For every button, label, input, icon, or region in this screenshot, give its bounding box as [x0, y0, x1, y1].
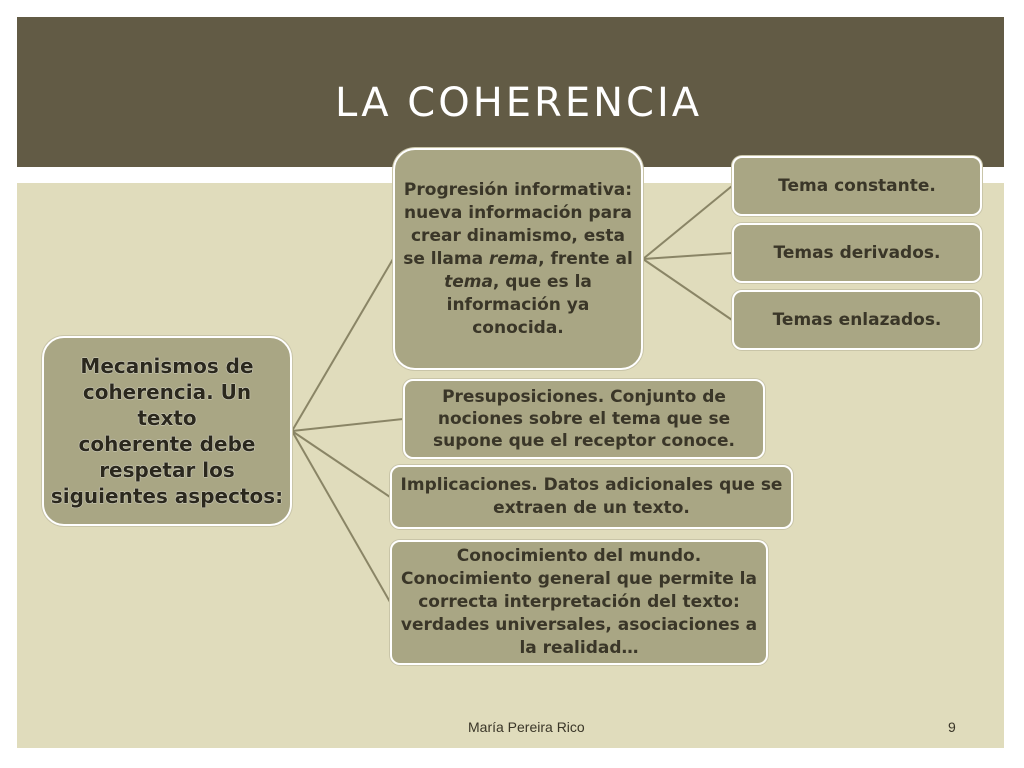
progresion-line-6: información ya [446, 294, 590, 315]
connector-root-conocimiento [292, 431, 390, 602]
term-tema: tema [444, 271, 493, 292]
progresion-line-5-b: , que es la [492, 271, 592, 292]
progresion-line-3: crear dinamismo, esta [410, 225, 625, 246]
node-tema-constante [732, 156, 982, 216]
connector-progresion-tema-constante [643, 186, 732, 259]
connector-root-implicaciones [292, 431, 390, 497]
connector-root-progresion [292, 259, 393, 431]
slide-title: LA COHERENCIA [335, 80, 703, 126]
root-line-5: siguientes aspectos: [50, 484, 284, 508]
progresion-line-1: Progresión informativa: [403, 179, 633, 200]
progresion-line-5 [403, 271, 633, 294]
implicaciones-line-2: extraen de un texto. [493, 498, 690, 518]
root-line-4: respetar los [99, 458, 235, 482]
presuposiciones-line-3: supone que el receptor conoce. [432, 431, 735, 451]
node-temas-derivados [732, 223, 982, 283]
connector-root-presuposiciones [292, 419, 403, 431]
connector-progresion-temas-enlazados [643, 259, 732, 320]
tema-constante-label: Tema constante. [778, 175, 936, 196]
presuposiciones-line-2: nociones sobre el tema que se [437, 409, 731, 429]
progresion-line-4-a: se llama [403, 248, 489, 269]
conocimiento-line-2: Conocimiento general que permite la [401, 569, 757, 589]
root-node-mecanismos [42, 336, 292, 526]
node-presuposiciones [403, 379, 765, 459]
term-rema: rema [489, 248, 539, 269]
footer-author: María Pereira Rico [468, 719, 585, 735]
progresion-line-7: conocida. [472, 317, 564, 338]
page-number: 9 [948, 719, 956, 735]
root-line-1: Mecanismos de [80, 354, 254, 378]
temas-enlazados-label: Temas enlazados. [772, 309, 942, 330]
progresion-line-4-b: , frente al [538, 248, 633, 269]
node-progresion-informativa [393, 148, 643, 370]
conocimiento-line-3: correcta interpretación del texto: [418, 592, 740, 612]
conocimiento-line-5: la realidad… [519, 638, 639, 658]
node-conocimiento-del-mundo [390, 540, 768, 665]
connector-progresion-temas-derivados [643, 253, 732, 259]
progresion-line-2: nueva información para [404, 202, 632, 223]
implicaciones-line-1: Implicaciones. Datos adicionales que se [400, 475, 783, 495]
root-line-3: coherente debe [78, 432, 256, 456]
conocimiento-line-1: Conocimiento del mundo. [456, 546, 702, 566]
conocimiento-line-4: verdades universales, asociaciones a [400, 615, 758, 635]
temas-derivados-label: Temas derivados. [773, 242, 941, 263]
node-implicaciones [390, 465, 793, 529]
root-line-2: coherencia. Un texto [82, 380, 252, 430]
progresion-line-4 [403, 248, 633, 271]
presuposiciones-line-1: Presuposiciones. Conjunto de [442, 387, 726, 407]
node-temas-enlazados [732, 290, 982, 350]
